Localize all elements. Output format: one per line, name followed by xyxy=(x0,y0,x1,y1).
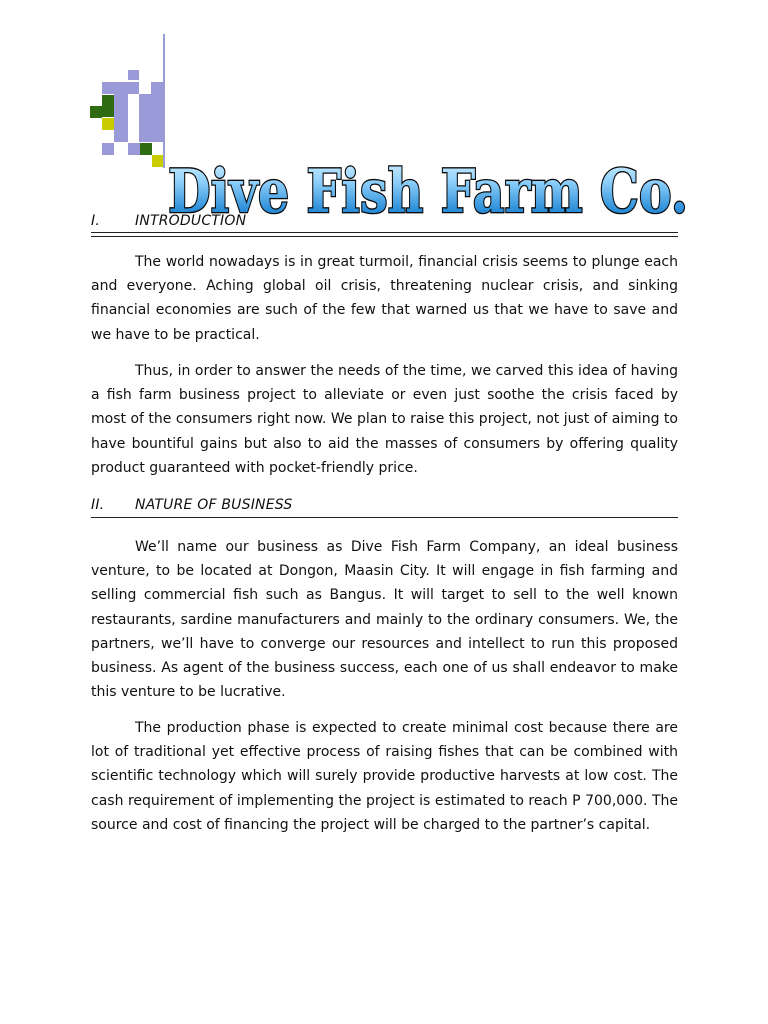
deco-square xyxy=(128,82,139,94)
deco-square xyxy=(128,70,139,80)
paragraph: The production phase is expected to create minimal cost because there are lot of traditional yet effective process of raising fishes that can be combined with scientific technology which will surely provide productive harvests at low cost. The cash requirement of implementing the project is estimated to reach P 700,000. The source and cost of financing the project will be charged to the partner’s capital. xyxy=(91,720,678,833)
deco-square xyxy=(102,95,114,117)
section-number: II. xyxy=(91,497,105,513)
section-title: NATURE OF BUSINESS xyxy=(135,497,293,513)
deco-square xyxy=(139,94,163,142)
deco-square xyxy=(114,82,128,142)
section-number: I. xyxy=(91,213,100,229)
paragraph: We’ll name our business as Dive Fish Farm Company, an ideal business venture, to be located at Dongon, Maasin City. It will engage in fish farming and selling commercial fish such as Bangus. It will target to sell to the well known restaurants, sardine manufacturers and mainly to the ordinary consumers. We, the partners, we’ll have to converge our resources and intellect to run this proposed business. As agent of the business success, each one of us shall endeavor to make this venture to be lucrative. xyxy=(91,539,678,701)
deco-square xyxy=(102,82,114,94)
decorative-vertical-line xyxy=(163,34,165,168)
title-text: Dive Fish Farm Co. xyxy=(168,157,688,224)
section-title: INTRODUCTION xyxy=(135,213,247,229)
section-divider xyxy=(91,232,678,237)
deco-square xyxy=(139,82,151,94)
paragraph: Thus, in order to answer the needs of the time, we carved this idea of having a fish farm business project to alleviate or even just soothe the crisis faced by most of the consumers right now. We plan to raise this project, not just of aiming to have bountiful gains but also to aid the masses of consumers by offering quality product guaranteed with pocket-friendly price. xyxy=(91,363,678,476)
deco-square xyxy=(140,143,152,155)
deco-square xyxy=(128,143,140,155)
deco-square xyxy=(151,82,163,94)
paragraph: The world nowadays is in great turmoil, financial crisis seems to plunge each and everyone. Aching global oil crisis, threatening nuclear crisis, and sinking financial economies are such of the few that warned us that we have to save and we have to be practical. xyxy=(91,254,678,343)
deco-square xyxy=(102,143,114,155)
deco-square xyxy=(102,118,114,130)
deco-square xyxy=(90,106,102,118)
title-wordart xyxy=(168,154,698,224)
company-title-logo xyxy=(168,154,698,224)
decorative-square-pattern xyxy=(0,0,190,180)
section-divider xyxy=(91,517,678,518)
